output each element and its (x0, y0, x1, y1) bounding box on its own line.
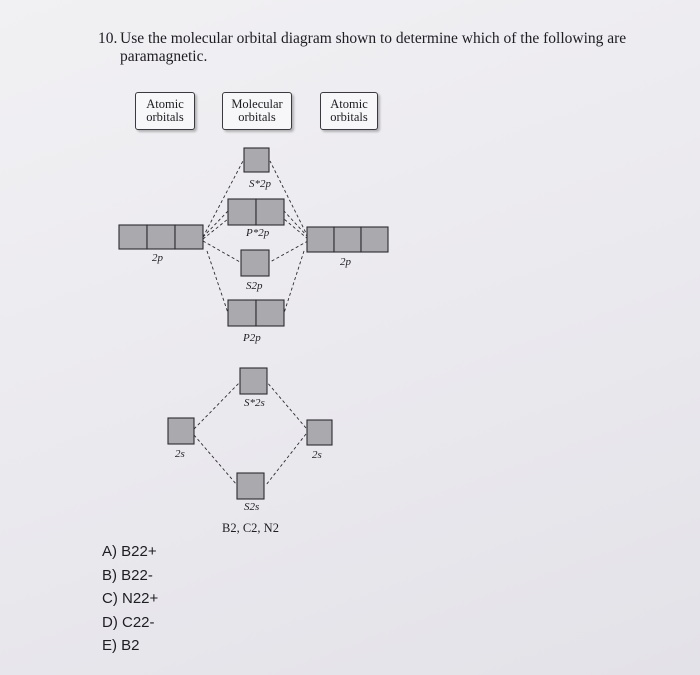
right-2s-box (307, 420, 332, 445)
right-2p-box-1 (307, 227, 334, 252)
pi-star-2p-box-1 (228, 199, 256, 225)
label-left-2p: 2p (152, 252, 163, 264)
label-right-2s: 2s (312, 449, 322, 461)
answer-choices (102, 540, 158, 658)
right-2p-box-3 (361, 227, 388, 252)
left-2p-box-2 (147, 225, 175, 249)
label-sigma-2s: S2s (244, 501, 260, 513)
sigma-2s-box (237, 473, 264, 499)
label-right-2p: 2p (340, 256, 351, 268)
question-line-2: paramagnetic. (120, 48, 208, 65)
label-pi-2p: P2p (243, 332, 261, 344)
question-number: 10. (98, 30, 118, 47)
answer-option-c: C) N22+ (102, 590, 159, 607)
answer-option-a: A) B22+ (102, 543, 157, 560)
header-atomic-orbitals-left: Atomic orbitals (135, 92, 195, 130)
pi-star-2p-box-2 (256, 199, 284, 225)
label-pi-star-2p: P*2p (246, 227, 270, 239)
sigma-star-2p-box (244, 148, 269, 172)
header-atomic-orbitals-right: Atomic orbitals (320, 92, 378, 130)
left-2p-box-1 (119, 225, 147, 249)
label-sigma-2p: S2p (246, 280, 263, 292)
answer-option-e: E) B2 (102, 637, 140, 654)
orbital-boxes (119, 148, 388, 499)
label-sigma-star-2s: S*2s (244, 397, 265, 409)
label-left-2s: 2s (175, 448, 185, 460)
answer-option-d: D) C22- (102, 613, 155, 631)
question-line-1: Use the molecular orbital diagram shown to determine which of the following are (120, 30, 627, 47)
label-sigma-star-2p: S*2p (249, 178, 271, 190)
answer-option-b: B) B22- (102, 566, 153, 584)
right-2p-box-2 (334, 227, 361, 252)
pi-2p-box-1 (228, 300, 256, 326)
sigma-star-2s-box (240, 368, 267, 394)
species-caption: B2, C2, N2 (222, 521, 279, 535)
left-2s-box (168, 418, 194, 444)
pi-2p-box-2 (256, 300, 284, 326)
sigma-2p-box (241, 250, 269, 276)
header-molecular-orbitals: Molecular orbitals (222, 92, 292, 130)
left-2p-box-3 (175, 225, 203, 249)
